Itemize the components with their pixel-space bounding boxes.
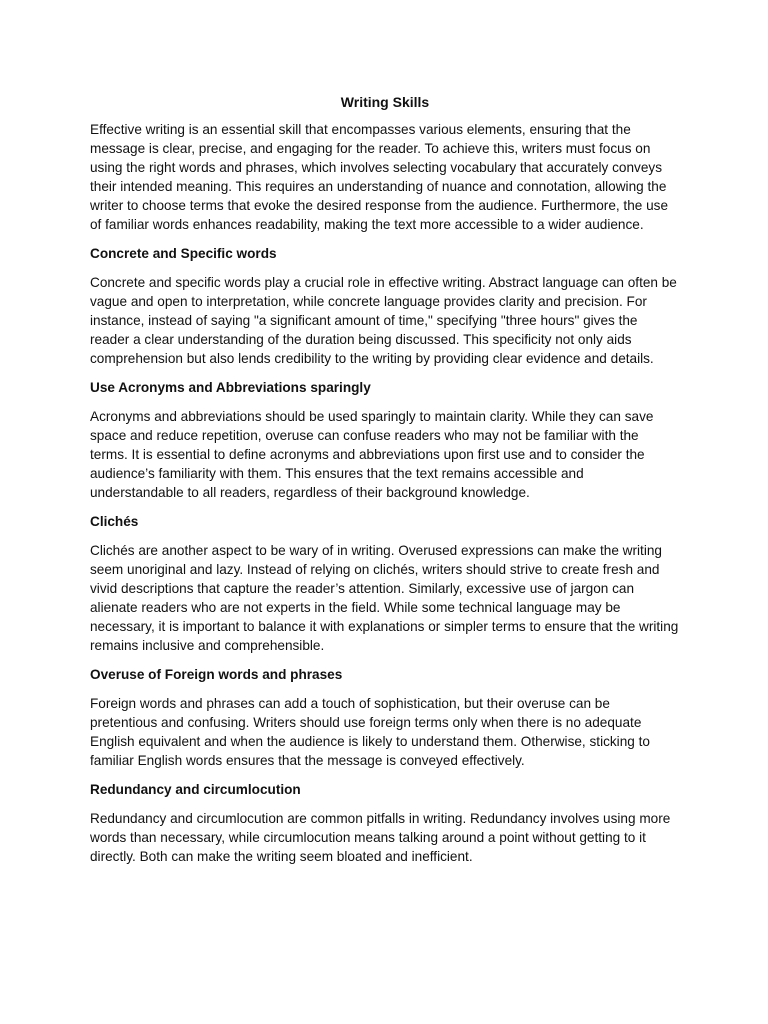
section-body-concrete-words: Concrete and specific words play a crucial role in effective writing. Abstract language can often be vague and open to interpretation, while concrete language provides clarity and precision. For instance, instead of saying "a significant amount of time," specifying "three hours" gives the reader a clear understanding of the duration being discussed. This specificity not only aids comprehension but also lends credibility to the writing by providing clear evidence and details. xyxy=(90,275,677,366)
section-heading-foreign-words: Overuse of Foreign words and phrases xyxy=(90,667,343,682)
document-title: Writing Skills xyxy=(340,94,430,110)
section-heading-cliches: Clichés xyxy=(90,514,139,529)
section-heading-redundancy: Redundancy and circumlocution xyxy=(90,782,301,797)
section-body-redundancy: Redundancy and circumlocution are common pitfalls in writing. Redundancy involves using more words than necessary, while circumlocution means talking around a point without getting to it directly. Both can make the writing seem bloated and inefficient. xyxy=(90,811,671,864)
section-body-cliches: Clichés are another aspect to be wary of in writing. Overused expressions can make the writing seem unoriginal and lazy. Instead of relying on clichés, writers should strive to create fresh and vivid descriptions that capture the reader’s attention. Similarly, excessive use of jargon can alienate readers who are not experts in the field. While some technical language may be necessary, it is important to balance it with explanations or simpler terms to ensure that the writing remains inclusive and comprehensible. xyxy=(90,543,679,653)
section-body-foreign-words: Foreign words and phrases can add a touch of sophistication, but their overuse can be pretentious and confusing. Writers should use foreign terms only when there is no adequate English equivalent and when the audience is likely to understand them. Otherwise, sticking to familiar English words ensures that the message is conveyed effectively. xyxy=(90,696,650,768)
section-heading-concrete-words: Concrete and Specific words xyxy=(90,246,277,261)
section-heading-acronyms: Use Acronyms and Abbreviations sparingly xyxy=(90,380,371,395)
document-page xyxy=(90,92,680,876)
section-body-acronyms: Acronyms and abbreviations should be used sparingly to maintain clarity. While they can save space and reduce repetition, overuse can confuse readers who may not be familiar with the terms. It is essential to define acronyms and abbreviations upon first use and to consider the audience’s familiarity with them. This ensures that the text remains accessible and understandable to all readers, regardless of their background knowledge. xyxy=(90,409,654,500)
intro-paragraph: Effective writing is an essential skill that encompasses various elements, ensuring that the message is clear, precise, and engaging for the reader. To achieve this, writers must focus on using the right words and phrases, which involves selecting vocabulary that accurately conveys their intended meaning. This requires an understanding of nuance and connotation, allowing the writer to choose terms that evoke the desired response from the audience. Furthermore, the use of familiar words enhances readability, making the text more accessible to a wider audience. xyxy=(90,122,669,232)
